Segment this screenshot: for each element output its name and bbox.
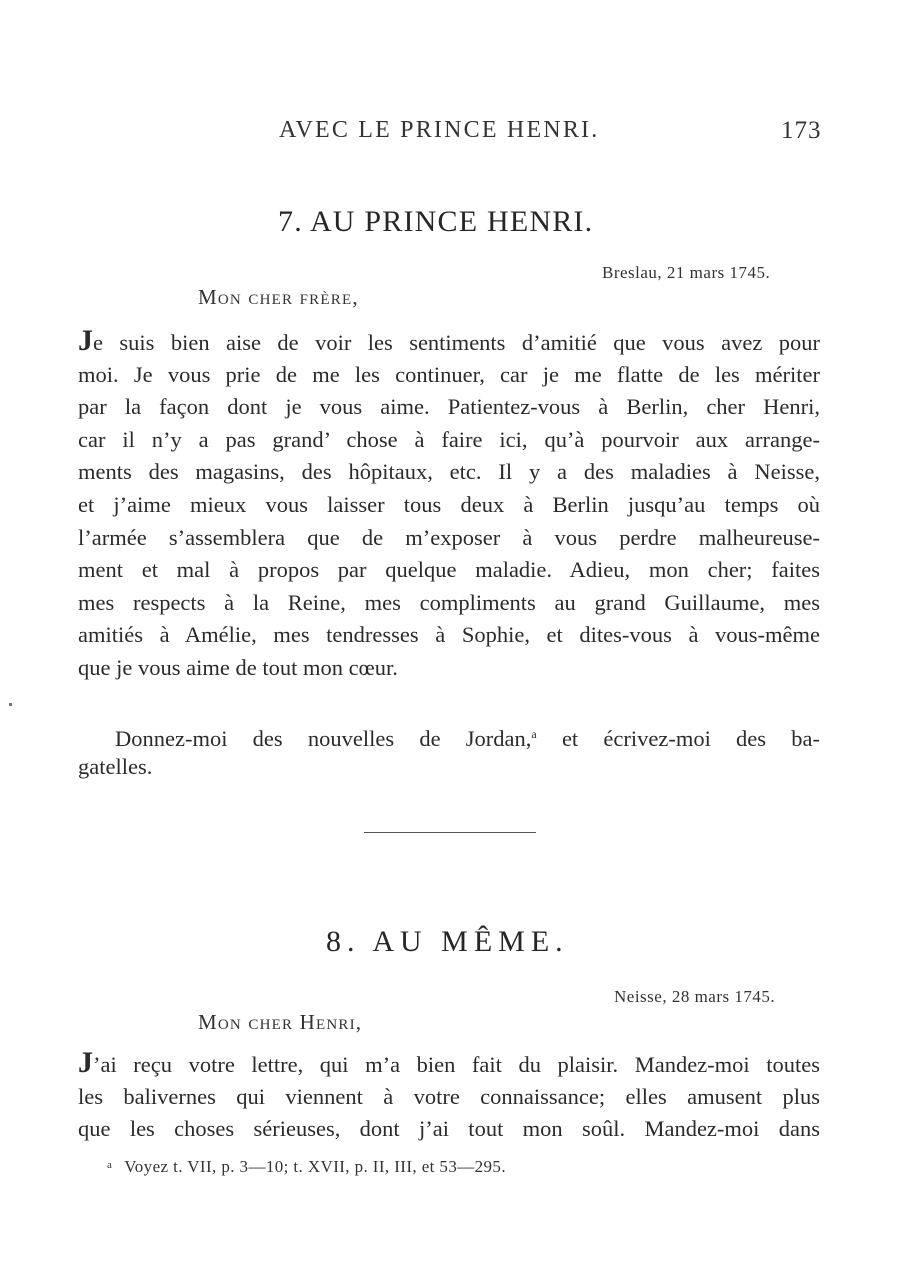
letter-title: 7. AU PRINCE HENRI. <box>278 205 594 238</box>
letter-body <box>78 1048 820 1146</box>
body-line: ment et mal à propos par quelque maladie. Adieu, mon cher; faites <box>78 557 820 583</box>
postscript-line: gatelles. <box>78 753 153 779</box>
body-line: l’armée s’assemblera que de m’exposer à vous perdre malheureuse- <box>78 524 820 550</box>
body-line: et j’aime mieux vous laisser tous deux à Berlin jusqu’au temps où <box>78 491 820 517</box>
body-line: par la façon dont je vous aime. Patientez-vous à Berlin, cher Henri, <box>78 394 820 420</box>
drop-cap: J <box>78 324 93 357</box>
body-line: les balivernes qui viennent à votre connaissance; elles amusent plus <box>78 1083 820 1109</box>
dateline: Neisse, 28 mars 1745. <box>614 987 776 1006</box>
section-divider <box>364 832 536 833</box>
body-line: moi. Je vous prie de me les continuer, car je me flatte de les mériter <box>78 361 820 387</box>
scan-speck <box>9 703 12 706</box>
salutation: Mon cher frère, <box>198 285 359 309</box>
postscript-line: Donnez-moi des nouvelles de Jordan,$^a$ et écrivez-moi des ba- <box>115 726 820 751</box>
body-line: ments des magasins, des hôpitaux, etc. Il y a des maladies à Neisse, <box>78 459 820 485</box>
salutation: Mon cher Henri, <box>198 1010 363 1034</box>
body-line: car il n’y a pas grand’ chose à faire ici, qu’à pourvoir aux arrange- <box>78 426 820 452</box>
body-line: amitiés à Amélie, mes tendresses à Sophie, et dites-vous à vous-même <box>78 622 820 648</box>
letter-body <box>78 326 820 685</box>
page-number: 173 <box>781 117 822 144</box>
footnote-text: Voyez t. VII, p. 3—10; t. XVII, p. II, III, et 53—295. <box>124 1157 506 1176</box>
dateline: Breslau, 21 mars 1745. <box>602 263 771 282</box>
body-line: Je suis bien aise de voir les sentiments d’amitié que vous avez pour <box>78 324 820 357</box>
letter-title: 8. AU MÊME. <box>326 925 569 958</box>
footnote-mark: a <box>107 1159 113 1171</box>
body-line: mes respects à la Reine, mes compliments au grand Guillaume, mes <box>78 589 820 615</box>
footnote <box>107 1157 506 1177</box>
body-line: que les choses sérieuses, dont j’ai tout mon soûl. Mandez-moi dans <box>78 1116 820 1142</box>
body-line: que je vous aime de tout mon cœur. <box>78 654 398 680</box>
body-line: J’ai reçu votre lettre, qui m’a bien fait du plaisir. Mandez-moi toutes <box>78 1046 820 1079</box>
footnote-reference: a <box>531 727 537 741</box>
drop-cap: J <box>78 1046 93 1079</box>
postscript <box>78 718 820 783</box>
running-head: AVEC LE PRINCE HENRI. <box>279 117 600 143</box>
